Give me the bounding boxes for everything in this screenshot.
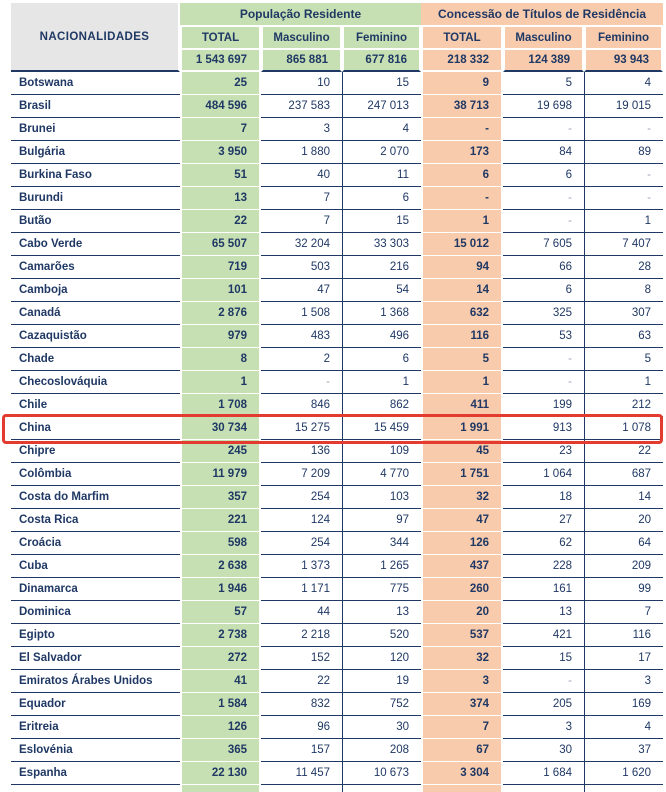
cell-ct-total <box>421 785 503 792</box>
table-row <box>11 371 663 394</box>
row-country-name: Emiratos Árabes Unidos <box>11 670 180 693</box>
cell-ct-feminino: 99 <box>584 578 663 601</box>
table-row <box>11 624 663 647</box>
cell-pr-feminino: 13 <box>342 601 421 624</box>
table-row <box>11 302 663 325</box>
cell-ct-masculino: - <box>503 670 584 693</box>
cell-pr-total: 2 638 <box>180 555 261 578</box>
cell-pr-masculino: 1 373 <box>261 555 342 578</box>
row-country-name: Cabo Verde <box>11 233 180 256</box>
column-header-ct-feminino: Feminino <box>584 27 663 50</box>
cell-pr-masculino: 44 <box>261 601 342 624</box>
row-country-name: Costa do Marfim <box>11 486 180 509</box>
table-row <box>11 647 663 670</box>
table-row <box>11 72 663 95</box>
cell-pr-feminino: 496 <box>342 325 421 348</box>
table-row <box>11 95 663 118</box>
cell-pr-masculino: 136 <box>261 440 342 463</box>
cell-pr-masculino: 832 <box>261 693 342 716</box>
row-country-name: Burkina Faso <box>11 164 180 187</box>
cell-pr-total: 7 <box>180 118 261 141</box>
cell-pr-feminino: 10 673 <box>342 762 421 785</box>
row-country-name: Cazaquistão <box>11 325 180 348</box>
cell-pr-masculino: 10 <box>261 72 342 95</box>
cell-pr-total: 1 <box>180 371 261 394</box>
cell-pr-masculino: 254 <box>261 486 342 509</box>
row-country-name: Cuba <box>11 555 180 578</box>
row-country-name: Brunei <box>11 118 180 141</box>
cell-ct-total: 15 012 <box>421 233 503 256</box>
cell-ct-masculino: - <box>503 118 584 141</box>
cell-ct-total: - <box>421 187 503 210</box>
cell-ct-feminino: 7 <box>584 601 663 624</box>
cell-pr-masculino: 22 <box>261 670 342 693</box>
cell-pr-total: 979 <box>180 325 261 348</box>
total-pr-total: 1 543 697 <box>180 50 261 72</box>
cell-ct-masculino: 1 684 <box>503 762 584 785</box>
cell-pr-feminino: 4 770 <box>342 463 421 486</box>
column-header-ct-total: TOTAL <box>421 27 503 50</box>
cell-ct-total: 537 <box>421 624 503 647</box>
row-country-name: Eslovénia <box>11 739 180 762</box>
group-header-concessao-titulos: Concessão de Títulos de Residência <box>421 3 663 27</box>
cell-ct-feminino <box>584 785 663 792</box>
cell-pr-total: 8 <box>180 348 261 371</box>
group-header-row <box>11 3 663 27</box>
cell-pr-total: 1 946 <box>180 578 261 601</box>
cell-ct-masculino: - <box>503 371 584 394</box>
total-pr-feminino: 677 816 <box>342 50 421 72</box>
cell-pr-masculino: 47 <box>261 279 342 302</box>
table-header <box>11 3 663 72</box>
cell-ct-feminino: 209 <box>584 555 663 578</box>
cell-pr-feminino: 15 <box>342 210 421 233</box>
cell-ct-masculino: - <box>503 348 584 371</box>
cell-pr-total: 2 738 <box>180 624 261 647</box>
cell-pr-masculino: 254 <box>261 532 342 555</box>
cell-pr-feminino: 54 <box>342 279 421 302</box>
cell-ct-total: - <box>421 118 503 141</box>
cell-ct-feminino: 1 620 <box>584 762 663 785</box>
cell-ct-feminino: 1 <box>584 371 663 394</box>
cell-pr-masculino <box>261 785 342 792</box>
cell-ct-masculino: 23 <box>503 440 584 463</box>
cell-pr-total: 30 734 <box>180 417 261 440</box>
table-row <box>11 164 663 187</box>
cell-ct-feminino: 20 <box>584 509 663 532</box>
cell-ct-masculino: 3 <box>503 716 584 739</box>
total-ct-total: 218 332 <box>421 50 503 72</box>
cell-ct-feminino: 28 <box>584 256 663 279</box>
cell-pr-total: 41 <box>180 670 261 693</box>
cell-pr-total: 57 <box>180 601 261 624</box>
cell-ct-total: 173 <box>421 141 503 164</box>
cell-pr-total: 101 <box>180 279 261 302</box>
cell-ct-feminino: 687 <box>584 463 663 486</box>
cell-ct-feminino: 63 <box>584 325 663 348</box>
cell-ct-masculino: 62 <box>503 532 584 555</box>
cell-pr-feminino: 208 <box>342 739 421 762</box>
cell-pr-total: 1 708 <box>180 394 261 417</box>
row-country-name: China <box>11 417 180 440</box>
table-row <box>11 233 663 256</box>
cell-pr-masculino: 7 <box>261 187 342 210</box>
cell-ct-total: 3 304 <box>421 762 503 785</box>
cell-pr-feminino: 862 <box>342 394 421 417</box>
table-row <box>11 578 663 601</box>
table-row <box>11 440 663 463</box>
cell-ct-total: 411 <box>421 394 503 417</box>
cell-ct-feminino: - <box>584 118 663 141</box>
cell-pr-total: 126 <box>180 716 261 739</box>
cell-pr-masculino: 237 583 <box>261 95 342 118</box>
row-country-name: Camarões <box>11 256 180 279</box>
row-country-name: Eritreia <box>11 716 180 739</box>
cell-ct-masculino: 913 <box>503 417 584 440</box>
cell-pr-masculino: 11 457 <box>261 762 342 785</box>
cell-ct-masculino: 1 064 <box>503 463 584 486</box>
table-row <box>11 348 663 371</box>
cell-ct-feminino: 17 <box>584 647 663 670</box>
table-row <box>11 785 663 792</box>
cell-ct-total: 126 <box>421 532 503 555</box>
row-country-name: Chade <box>11 348 180 371</box>
cell-pr-masculino: 7 <box>261 210 342 233</box>
cell-pr-feminino: 775 <box>342 578 421 601</box>
cell-ct-masculino: - <box>503 210 584 233</box>
cell-ct-masculino: 6 <box>503 164 584 187</box>
cell-ct-feminino: 212 <box>584 394 663 417</box>
cell-pr-total: 221 <box>180 509 261 532</box>
row-country-name: Dominica <box>11 601 180 624</box>
row-country-name: Chipre <box>11 440 180 463</box>
cell-pr-masculino: 7 209 <box>261 463 342 486</box>
nationalities-table <box>11 3 663 792</box>
row-country-name <box>11 785 180 792</box>
row-country-name: Botswana <box>11 72 180 95</box>
cell-pr-feminino: 33 303 <box>342 233 421 256</box>
cell-pr-feminino: 109 <box>342 440 421 463</box>
cell-ct-total: 47 <box>421 509 503 532</box>
cell-ct-total: 260 <box>421 578 503 601</box>
row-country-name: Checoslováquia <box>11 371 180 394</box>
cell-pr-masculino: 3 <box>261 118 342 141</box>
cell-ct-feminino: 64 <box>584 532 663 555</box>
table-row <box>11 141 663 164</box>
cell-pr-total: 3 950 <box>180 141 261 164</box>
cell-pr-total: 22 130 <box>180 762 261 785</box>
cell-ct-feminino: 3 <box>584 670 663 693</box>
cell-pr-total: 484 596 <box>180 95 261 118</box>
cell-ct-masculino: 18 <box>503 486 584 509</box>
cell-pr-total: 25 <box>180 72 261 95</box>
table-row <box>11 509 663 532</box>
cell-ct-masculino: 199 <box>503 394 584 417</box>
table-row <box>11 118 663 141</box>
row-country-name: Egipto <box>11 624 180 647</box>
cell-ct-masculino: 66 <box>503 256 584 279</box>
table-row <box>11 762 663 785</box>
table-row <box>11 601 663 624</box>
table-row <box>11 486 663 509</box>
table-row <box>11 670 663 693</box>
cell-pr-total: 2 876 <box>180 302 261 325</box>
cell-ct-feminino: 169 <box>584 693 663 716</box>
cell-pr-masculino: 124 <box>261 509 342 532</box>
table-row <box>11 256 663 279</box>
cell-ct-masculino: 27 <box>503 509 584 532</box>
cell-pr-masculino: 152 <box>261 647 342 670</box>
cell-pr-masculino: 157 <box>261 739 342 762</box>
cell-ct-total: 14 <box>421 279 503 302</box>
cell-pr-feminino: 15 <box>342 72 421 95</box>
cell-pr-masculino: 503 <box>261 256 342 279</box>
cell-pr-feminino: 15 459 <box>342 417 421 440</box>
cell-ct-masculino: - <box>503 187 584 210</box>
cell-ct-total: 9 <box>421 72 503 95</box>
table-row <box>11 555 663 578</box>
cell-pr-feminino: 1 265 <box>342 555 421 578</box>
cell-pr-masculino: 32 204 <box>261 233 342 256</box>
cell-pr-feminino: 1 368 <box>342 302 421 325</box>
row-country-name: Equador <box>11 693 180 716</box>
cell-pr-feminino: 120 <box>342 647 421 670</box>
cell-ct-total: 38 713 <box>421 95 503 118</box>
row-country-name: Butão <box>11 210 180 233</box>
cell-ct-total: 1 <box>421 210 503 233</box>
row-country-name: Chile <box>11 394 180 417</box>
cell-pr-total: 719 <box>180 256 261 279</box>
column-header-nacionalidades: NACIONALIDADES <box>11 3 180 72</box>
cell-ct-feminino: 89 <box>584 141 663 164</box>
cell-pr-feminino: 30 <box>342 716 421 739</box>
cell-ct-feminino: 19 015 <box>584 95 663 118</box>
cell-ct-total: 1 991 <box>421 417 503 440</box>
cell-pr-feminino: 216 <box>342 256 421 279</box>
row-country-name: Dinamarca <box>11 578 180 601</box>
cell-pr-masculino: 2 <box>261 348 342 371</box>
cell-ct-masculino: 84 <box>503 141 584 164</box>
row-country-name: Costa Rica <box>11 509 180 532</box>
table-row <box>11 417 663 440</box>
cell-ct-feminino: - <box>584 187 663 210</box>
cell-pr-total: 357 <box>180 486 261 509</box>
table-body <box>11 72 663 792</box>
table-row <box>11 716 663 739</box>
row-country-name: Espanha <box>11 762 180 785</box>
row-country-name: El Salvador <box>11 647 180 670</box>
cell-ct-total: 7 <box>421 716 503 739</box>
cell-pr-feminino: 520 <box>342 624 421 647</box>
cell-ct-total: 6 <box>421 164 503 187</box>
cell-ct-feminino: 5 <box>584 348 663 371</box>
cell-pr-feminino: 2 070 <box>342 141 421 164</box>
cell-pr-masculino: 15 275 <box>261 417 342 440</box>
cell-pr-masculino: 2 218 <box>261 624 342 647</box>
cell-pr-feminino <box>342 785 421 792</box>
cell-ct-masculino: 325 <box>503 302 584 325</box>
cell-pr-masculino: 846 <box>261 394 342 417</box>
cell-ct-feminino: 8 <box>584 279 663 302</box>
table-row <box>11 394 663 417</box>
cell-ct-masculino: 161 <box>503 578 584 601</box>
row-country-name: Colômbia <box>11 463 180 486</box>
table-row <box>11 187 663 210</box>
cell-pr-total: 51 <box>180 164 261 187</box>
cell-ct-total: 32 <box>421 486 503 509</box>
cell-ct-total: 1 <box>421 371 503 394</box>
cell-ct-total: 45 <box>421 440 503 463</box>
table-row <box>11 532 663 555</box>
cell-ct-total: 632 <box>421 302 503 325</box>
column-header-pr-masculino: Masculino <box>261 27 342 50</box>
table-row <box>11 463 663 486</box>
cell-pr-total: 365 <box>180 739 261 762</box>
cell-pr-feminino: 19 <box>342 670 421 693</box>
cell-ct-feminino: 7 407 <box>584 233 663 256</box>
table-row <box>11 325 663 348</box>
cell-pr-masculino: 1 508 <box>261 302 342 325</box>
column-header-pr-feminino: Feminino <box>342 27 421 50</box>
cell-pr-feminino: 6 <box>342 348 421 371</box>
table-row <box>11 693 663 716</box>
cell-ct-feminino: 14 <box>584 486 663 509</box>
cell-ct-masculino: 6 <box>503 279 584 302</box>
cell-ct-total: 94 <box>421 256 503 279</box>
cell-ct-feminino: 22 <box>584 440 663 463</box>
cell-ct-feminino: 37 <box>584 739 663 762</box>
cell-ct-feminino: 116 <box>584 624 663 647</box>
row-country-name: Canadá <box>11 302 180 325</box>
cell-ct-total: 32 <box>421 647 503 670</box>
column-header-ct-masculino: Masculino <box>503 27 584 50</box>
cell-pr-feminino: 103 <box>342 486 421 509</box>
cell-pr-masculino: 1 880 <box>261 141 342 164</box>
cell-ct-masculino: 7 605 <box>503 233 584 256</box>
cell-pr-masculino: 1 171 <box>261 578 342 601</box>
cell-ct-total: 3 <box>421 670 503 693</box>
cell-ct-total: 67 <box>421 739 503 762</box>
table-row <box>11 279 663 302</box>
cell-pr-total: 1 584 <box>180 693 261 716</box>
cell-pr-total: 65 507 <box>180 233 261 256</box>
cell-pr-feminino: 344 <box>342 532 421 555</box>
cell-pr-masculino: - <box>261 371 342 394</box>
group-header-populacao-residente: População Residente <box>180 3 421 27</box>
cell-pr-total: 11 979 <box>180 463 261 486</box>
column-header-pr-total: TOTAL <box>180 27 261 50</box>
cell-pr-total <box>180 785 261 792</box>
cell-ct-feminino: - <box>584 164 663 187</box>
row-country-name: Burundi <box>11 187 180 210</box>
cell-pr-total: 272 <box>180 647 261 670</box>
cell-ct-masculino: 15 <box>503 647 584 670</box>
cell-ct-masculino: 205 <box>503 693 584 716</box>
cell-pr-feminino: 6 <box>342 187 421 210</box>
cell-pr-feminino: 97 <box>342 509 421 532</box>
total-ct-feminino: 93 943 <box>584 50 663 72</box>
cell-pr-feminino: 752 <box>342 693 421 716</box>
cell-pr-total: 598 <box>180 532 261 555</box>
cell-ct-total: 437 <box>421 555 503 578</box>
cell-ct-masculino: 228 <box>503 555 584 578</box>
cell-pr-feminino: 1 <box>342 371 421 394</box>
cell-ct-masculino: 53 <box>503 325 584 348</box>
cell-ct-masculino: 5 <box>503 72 584 95</box>
total-pr-masculino: 865 881 <box>261 50 342 72</box>
cell-ct-total: 5 <box>421 348 503 371</box>
cell-pr-masculino: 40 <box>261 164 342 187</box>
cell-ct-feminino: 1 <box>584 210 663 233</box>
cell-ct-total: 374 <box>421 693 503 716</box>
table-row <box>11 210 663 233</box>
cell-ct-total: 116 <box>421 325 503 348</box>
cell-pr-masculino: 483 <box>261 325 342 348</box>
cell-ct-masculino <box>503 785 584 792</box>
cell-pr-total: 13 <box>180 187 261 210</box>
cell-ct-feminino: 1 078 <box>584 417 663 440</box>
cell-ct-masculino: 13 <box>503 601 584 624</box>
row-country-name: Camboja <box>11 279 180 302</box>
cell-ct-masculino: 19 698 <box>503 95 584 118</box>
row-country-name: Bulgária <box>11 141 180 164</box>
cell-ct-masculino: 421 <box>503 624 584 647</box>
row-country-name: Brasil <box>11 95 180 118</box>
cell-ct-feminino: 307 <box>584 302 663 325</box>
cell-ct-feminino: 4 <box>584 716 663 739</box>
table-row <box>11 739 663 762</box>
row-country-name: Croácia <box>11 532 180 555</box>
total-ct-masculino: 124 389 <box>503 50 584 72</box>
cell-pr-masculino: 96 <box>261 716 342 739</box>
cell-pr-feminino: 247 013 <box>342 95 421 118</box>
cell-ct-total: 1 751 <box>421 463 503 486</box>
cell-pr-feminino: 11 <box>342 164 421 187</box>
cell-pr-feminino: 4 <box>342 118 421 141</box>
cell-ct-feminino: 4 <box>584 72 663 95</box>
cell-ct-total: 20 <box>421 601 503 624</box>
cell-ct-masculino: 30 <box>503 739 584 762</box>
cell-pr-total: 245 <box>180 440 261 463</box>
cell-pr-total: 22 <box>180 210 261 233</box>
